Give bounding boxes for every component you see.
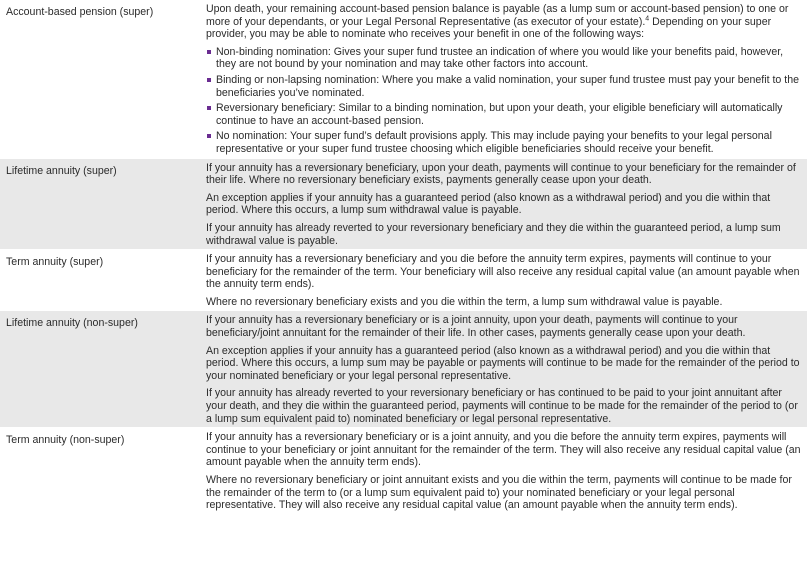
product-type-cell: Lifetime annuity (super) — [0, 158, 196, 250]
paragraph: If your annuity has already reverted to your reversionary beneficiary or has continued to be paid to your joint annuitant after your death, and they die within the guaranteed period, payments will continue to be made for the remainder of the period to (or a lump sum equivalent paid to) nominated beneficiary or legal personal representative. — [206, 387, 798, 425]
paragraph: An exception applies if your annuity has a guaranteed period (also known as a withdrawal period) and you die within that period. Where this occurs, a lump sum may be payable or payments will continue to be made for the remainder of the period to your nominated beneficiary or your legal personal representative. — [206, 344, 800, 382]
square-bullet-icon — [207, 106, 211, 110]
square-bullet-icon — [207, 134, 211, 138]
intro-text: Upon death, your remaining account-based pension balance is payable (as a lump sum or account-based pension) to one or more of your dependants, or your Legal Personal Representative (as executor of your estate). — [206, 3, 789, 28]
table-row — [0, 311, 807, 428]
death-benefit-description — [196, 250, 807, 311]
death-benefit-description — [196, 0, 807, 158]
product-type-cell: Account-based pension (super) — [0, 0, 196, 158]
table-row — [0, 158, 807, 250]
paragraph: If your annuity has a reversionary beneficiary or is a joint annuity, and you die before the annuity term expires, payments will continue to your beneficiary or joint annuitant for the remainder of the term. They will also receive any residual capital value (an amount payable when the annuity term ends). — [206, 431, 801, 469]
list-item-text: Reversionary beneficiary: Similar to a binding nomination, but upon your death, your eligible beneficiary will automatically continue to have an account-based pension. — [216, 102, 783, 127]
death-benefit-description — [196, 311, 807, 428]
list-item-text: Binding or non-lapsing nomination: Where you make a valid nomination, your super fund trustee must pay your benefit to the beneficiaries you’ve nominated. — [216, 73, 799, 99]
table-row — [0, 250, 807, 311]
table-row — [0, 0, 807, 158]
intro-paragraph — [206, 3, 805, 41]
paragraph: Where no reversionary beneficiary or joint annuitant exists and you die within the term, payments will continue to be made for the remainder of the term to (or a lump sum equivalent paid to) your nominated beneficiary or your legal personal representative. They will also receive any residual capital value (an amount payable when the annuity term ends). — [206, 474, 792, 512]
paragraph: If your annuity has a reversionary beneficiary or is a joint annuity, upon your death, payments will continue to your beneficiary/joint annuitant for the remainder of their life. In other cases, payments generally cease upon your death. — [206, 314, 746, 340]
list-item — [206, 74, 805, 99]
paragraph: If your annuity has already reverted to your reversionary beneficiary and they die within the guaranteed period, a lump sum withdrawal value is payable. — [206, 221, 781, 247]
list-item — [206, 102, 805, 127]
list-item — [206, 46, 805, 71]
table-row — [0, 428, 807, 515]
product-type-cell: Lifetime annuity (non-super) — [0, 311, 196, 428]
square-bullet-icon — [207, 78, 211, 82]
death-benefit-description — [196, 158, 807, 250]
product-type-cell: Term annuity (non-super) — [0, 428, 196, 515]
list-item-text: Non-binding nomination: Gives your super fund trustee an indication of where you would like your benefits paid, however, they are not bound by your nomination and may take other factors into account. — [216, 45, 784, 71]
product-type-cell: Term annuity (super) — [0, 250, 196, 311]
intro-tail-text: Depending on your super provider, you may be able to nominate who receives your benefit in one of the following ways: — [206, 15, 772, 41]
square-bullet-icon — [207, 50, 211, 54]
paragraph: An exception applies if your annuity has a guaranteed period (also known as a withdrawal period) and you die within that period. Where this occurs, a lump sum withdrawal value is payable. — [206, 191, 771, 217]
death-benefit-description — [196, 428, 807, 515]
list-item — [206, 130, 805, 155]
nomination-options-list — [206, 46, 805, 156]
paragraph: Where no reversionary beneficiary exists and you die within the term, a lump sum withdrawal value is payable. — [206, 295, 723, 308]
paragraph: If your annuity has a reversionary beneficiary and you die before the annuity term expires, payments will continue to your beneficiary for the remainder of the term. Your beneficiary will also receive any residual capital value (an amount payable when the annuity term ends). — [206, 253, 800, 291]
paragraph: If your annuity has a reversionary beneficiary, upon your death, payments will continue to your beneficiary for the remainder of their life. Where no reversionary beneficiary exists, payments generally cease upon your death. — [206, 161, 796, 187]
footnote-marker: 4 — [645, 15, 650, 23]
list-item-text: No nomination: Your super fund’s default provisions apply. This may include paying your benefits to your legal personal representative or your super fund trustee choosing which eligible beneficiaries should receive your benefit. — [216, 130, 772, 155]
